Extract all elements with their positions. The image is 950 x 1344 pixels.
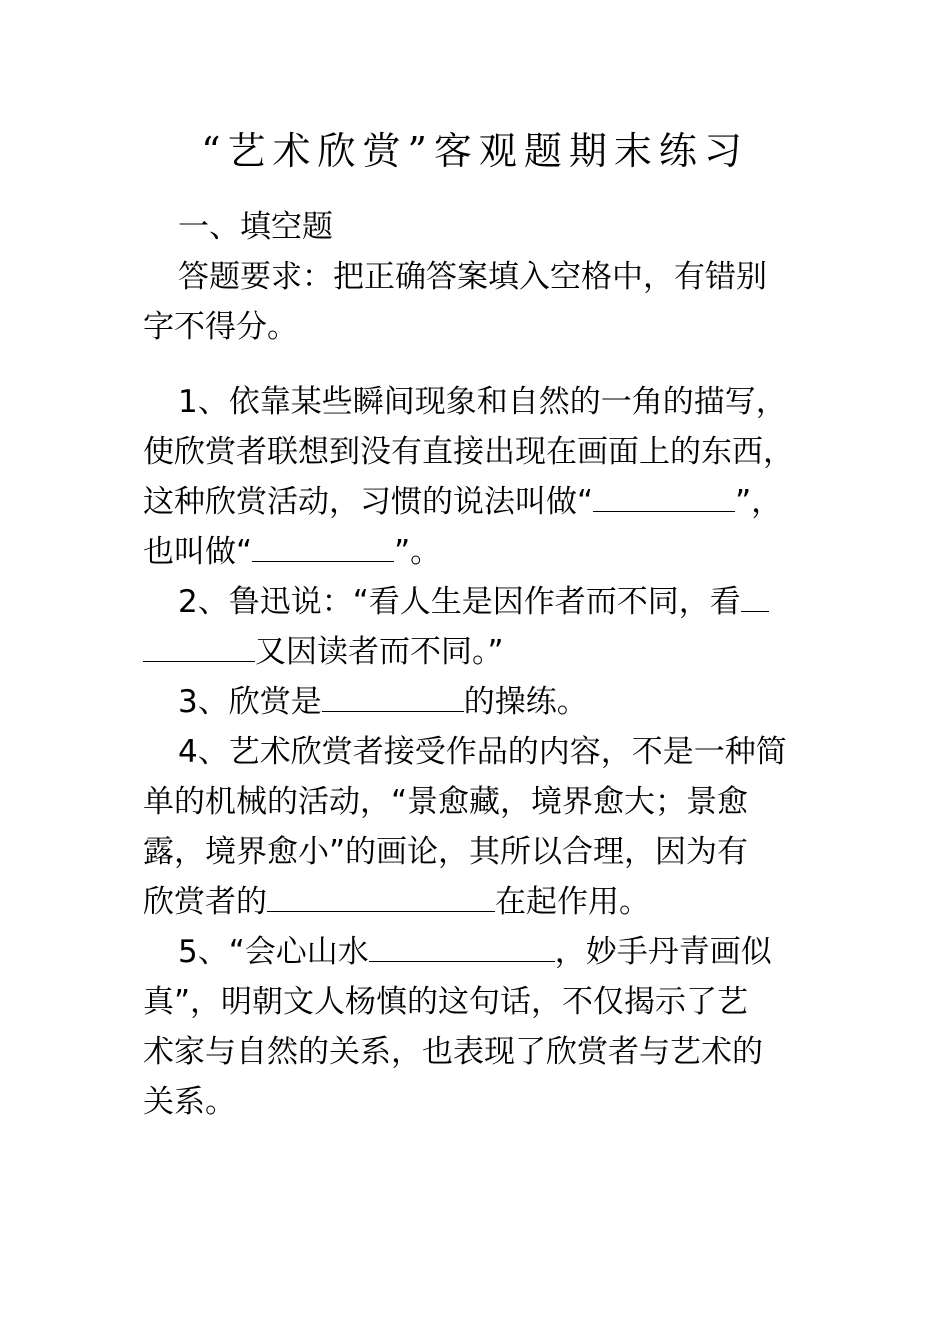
answer-blank-3[interactable] — [322, 681, 464, 712]
question-5-line-3: 术家与自然的关系，也表现了欣赏者与艺术的 — [143, 1034, 763, 1070]
question-4-line-4 — [143, 878, 650, 926]
question-4-line-2: 单的机械的活动，“景愈藏，境界愈大；景愈 — [143, 784, 749, 820]
answer-blank-1a[interactable] — [593, 481, 735, 512]
instructions-line-2: 字不得分。 — [143, 309, 298, 345]
answer-blank-2-part-b[interactable] — [143, 631, 255, 662]
question-5-text-b: ，妙手丹青画似 — [554, 934, 772, 970]
question-1-text-c: 也叫做“ — [143, 534, 253, 570]
question-5-line-2: 真”，明朝文人杨慎的这句话，不仅揭示了艺 — [143, 984, 749, 1020]
question-1-line-3 — [143, 478, 782, 526]
question-1-line-2: 使欣赏者联想到没有直接出现在画面上的东西， — [143, 434, 794, 470]
answer-blank-1b[interactable] — [252, 531, 394, 562]
question-4-text-b: 在起作用。 — [495, 884, 650, 920]
question-5-line-1 — [178, 928, 772, 976]
answer-blank-4[interactable] — [267, 881, 495, 912]
question-3-line-1 — [178, 678, 588, 726]
question-5-text-a: 5、“会心山水 — [178, 934, 369, 970]
section-heading: 一、填空题 — [178, 209, 333, 245]
question-1-text-d: ”。 — [394, 534, 442, 570]
question-2-text-a: 2、鲁迅说：“看人生是因作者而不同，看 — [178, 584, 741, 620]
question-2-text-b: 又因读者而不同。” — [255, 634, 504, 670]
instructions-line-1: 答题要求：把正确答案填入空格中，有错别 — [178, 259, 767, 295]
answer-blank-5[interactable] — [369, 931, 555, 962]
question-1-text-a: 这种欣赏活动，习惯的说法叫做“ — [143, 484, 594, 520]
question-1-text-b: ”， — [735, 484, 783, 520]
question-1-line-4 — [143, 528, 441, 576]
answer-blank-2-part-a[interactable] — [741, 581, 769, 612]
question-5-line-4: 关系。 — [143, 1084, 236, 1120]
question-3-text-b: 的操练。 — [463, 684, 588, 720]
question-4-line-1: 4、艺术欣赏者接受作品的内容，不是一种简 — [178, 734, 787, 770]
question-4-text-a: 欣赏者的 — [143, 884, 267, 920]
question-4-line-3: 露，境界愈小”的画论，其所以合理，因为有 — [143, 834, 749, 870]
question-2-line-1 — [178, 578, 769, 626]
question-2-line-2 — [143, 628, 504, 676]
page-title: “艺术欣赏”客观题期末练习 — [201, 129, 749, 173]
question-1-line-1: 1、依靠某些瞬间现象和自然的一角的描写， — [178, 384, 787, 420]
question-3-text-a: 3、欣赏是 — [178, 684, 322, 720]
